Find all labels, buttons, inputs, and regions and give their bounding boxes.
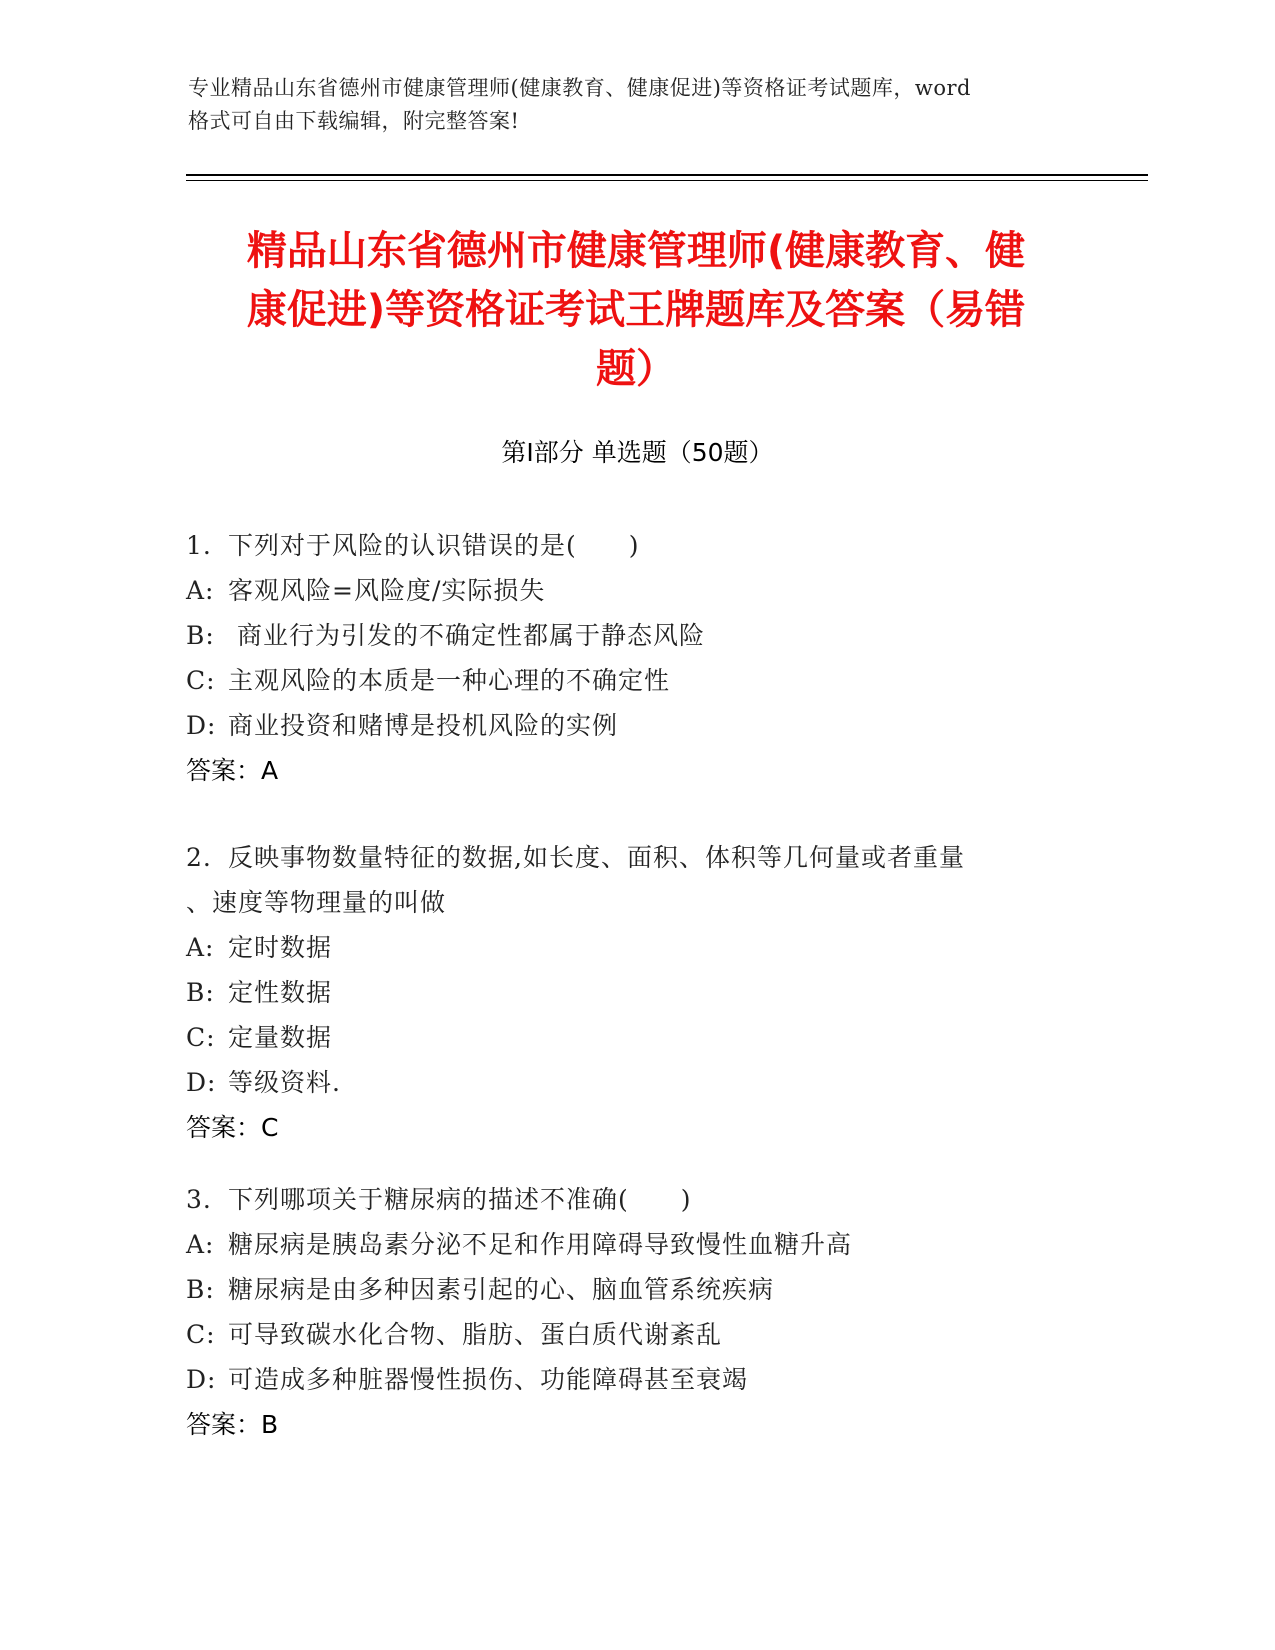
option-text: 定时数据: [228, 933, 333, 962]
title-line-3: 题）: [596, 346, 676, 392]
question-number: 3.: [186, 1185, 212, 1214]
answer-label: 答案：: [186, 1113, 262, 1142]
answer-line: [186, 1402, 1086, 1447]
question-stem: [186, 835, 1086, 880]
option-label: D:: [186, 1365, 217, 1394]
question-stem: [186, 523, 1086, 568]
option-text: 可造成多种脏器慢性损伤、功能障碍甚至衰竭: [228, 1365, 749, 1394]
option-text: 定量数据: [228, 1023, 333, 1052]
header-line-1: 专业精品山东省德州市健康管理师(健康教育、健康促进)等资格证考试题库，word: [188, 76, 971, 100]
option-a: [186, 1222, 1086, 1267]
header-line-2: 格式可自由下载编辑，附完整答案!: [188, 109, 520, 133]
option-label: A:: [186, 933, 215, 962]
header-divider-thick: [186, 174, 1148, 176]
answer-value: C: [261, 1113, 279, 1142]
option-label: B:: [186, 978, 215, 1007]
option-text: 商业投资和赌博是投机风险的实例: [228, 711, 619, 740]
question-text: 下列对于风险的认识错误的是( ): [228, 531, 640, 560]
option-label: D:: [186, 711, 217, 740]
option-b: [186, 970, 1086, 1015]
question-text: 下列哪项关于糖尿病的描述不准确( ): [228, 1185, 692, 1214]
answer-value: B: [261, 1410, 279, 1439]
option-b: [186, 613, 1086, 658]
option-label: B:: [186, 621, 215, 650]
option-text: 主观风险的本质是一种心理的不确定性: [228, 666, 671, 695]
option-c: [186, 1015, 1086, 1060]
option-a: [186, 568, 1086, 613]
header-divider-thin: [186, 180, 1148, 181]
title-line-1: 精品山东省德州市健康管理师(健康教育、健: [246, 228, 1026, 274]
option-text: 糖尿病是胰岛素分泌不足和作用障碍导致慢性血糖升高: [228, 1230, 853, 1259]
option-label: C:: [186, 1320, 216, 1349]
question-2: [186, 835, 1086, 1150]
question-stem: [186, 1177, 1086, 1222]
answer-label: 答案：: [186, 1410, 262, 1439]
option-label: C:: [186, 1023, 216, 1052]
option-label: C:: [186, 666, 216, 695]
question-stem-continued: 、速度等物理量的叫做: [186, 888, 447, 917]
answer-label: 答案：: [186, 756, 262, 785]
option-text: 客观风险=风险度/实际损失: [228, 576, 546, 605]
option-b: [186, 1267, 1086, 1312]
answer-line: [186, 748, 1086, 793]
question-number: 2.: [186, 843, 212, 872]
option-text: 定性数据: [228, 978, 333, 1007]
answer-line: [186, 1105, 1086, 1150]
option-text: 等级资料.: [228, 1068, 341, 1097]
option-c: [186, 658, 1086, 703]
title-line-2: 康促进)等资格证考试王牌题库及答案（易错: [246, 287, 1026, 333]
option-text: 商业行为引发的不确定性都属于静态风险: [228, 621, 705, 650]
question-text: 反映事物数量特征的数据,如长度、面积、体积等几何量或者重量: [228, 843, 965, 872]
document-title: [186, 222, 1086, 399]
option-label: B:: [186, 1275, 215, 1304]
option-label: A:: [186, 576, 215, 605]
option-d: [186, 1060, 1086, 1105]
option-text: 可导致碳水化合物、脂肪、蛋白质代谢紊乱: [228, 1320, 723, 1349]
option-a: [186, 925, 1086, 970]
option-label: A:: [186, 1230, 215, 1259]
section-title: 第Ⅰ部分 单选题（50题）: [501, 438, 774, 467]
option-label: D:: [186, 1068, 217, 1097]
option-d: [186, 1357, 1086, 1402]
question-1: [186, 523, 1086, 793]
answer-value: A: [261, 756, 279, 785]
option-text: 糖尿病是由多种因素引起的心、脑血管系统疾病: [228, 1275, 775, 1304]
option-c: [186, 1312, 1086, 1357]
question-3: [186, 1177, 1086, 1447]
option-d: [186, 703, 1086, 748]
document-header: [188, 72, 1088, 138]
question-number: 1.: [186, 531, 212, 560]
